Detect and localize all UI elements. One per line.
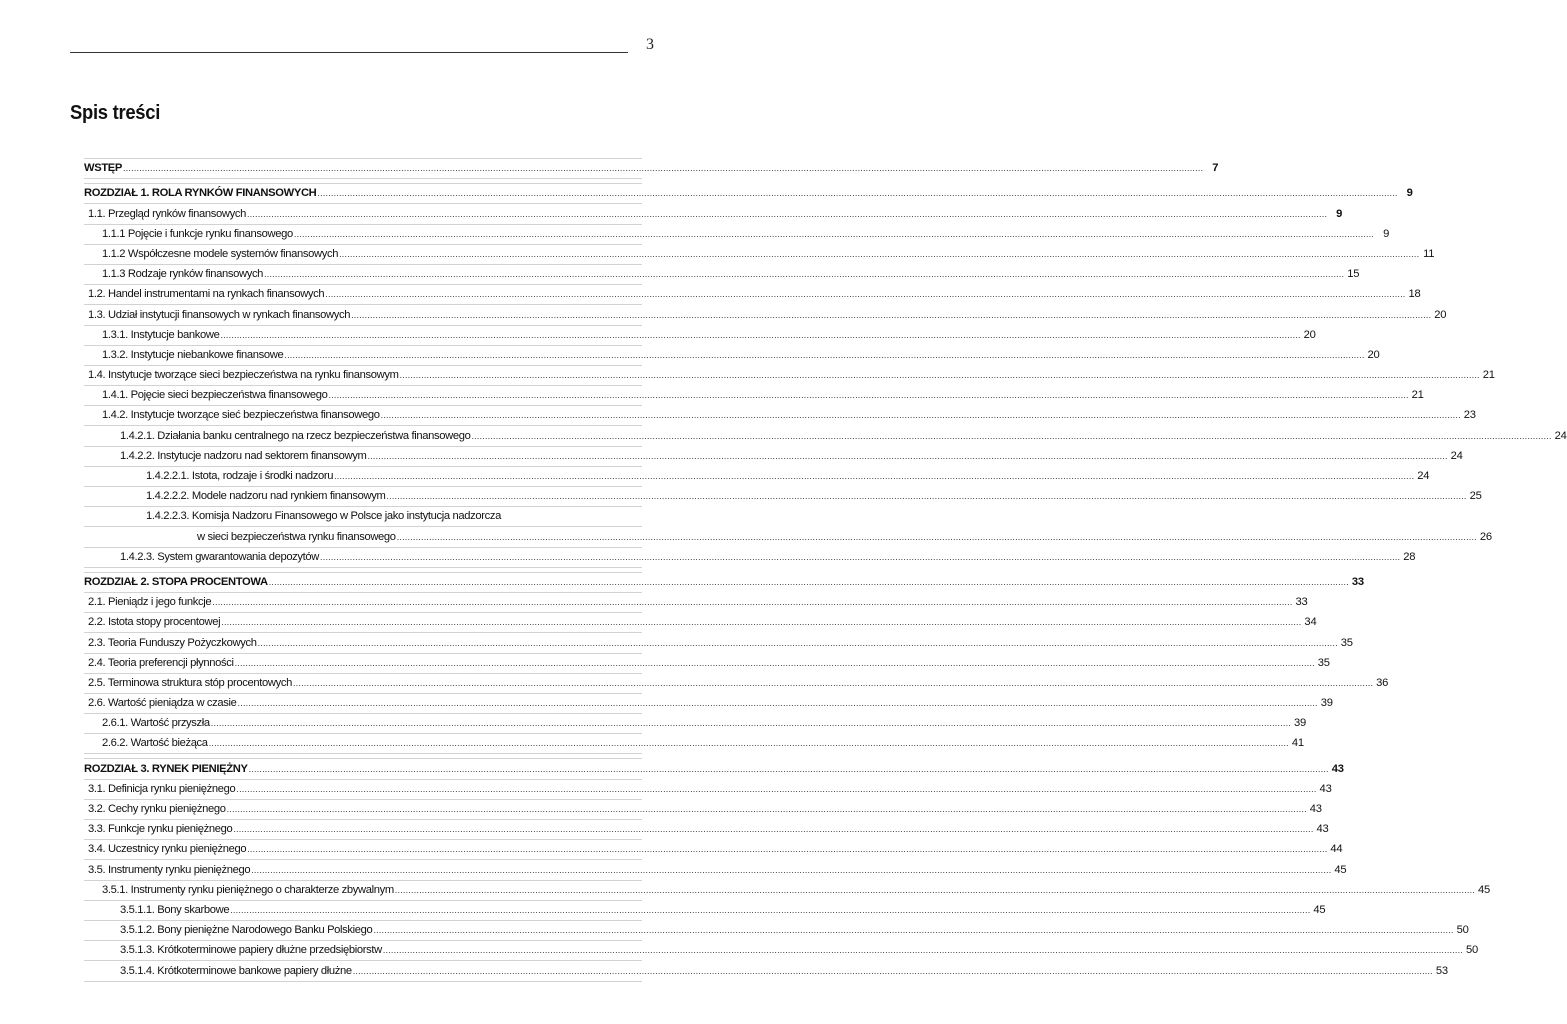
toc-entry — [88, 306, 1447, 325]
toc-entry-row[interactable] — [84, 961, 1448, 981]
toc-entry — [120, 921, 1469, 940]
toc-entry-row[interactable] — [84, 447, 1463, 467]
toc-entry-row[interactable] — [84, 265, 1360, 285]
toc-dot-leader: ................................................................................................................................................................................................................................................................................................................................................................................................................ — [352, 965, 1433, 976]
toc-entry-row[interactable] — [84, 204, 1343, 224]
toc-entry-title: 1.4.1. Pojęcie sieci bezpieczeństwa finansowego — [102, 389, 328, 402]
toc-entry — [102, 326, 1316, 345]
toc-entry-title: 2.6.1. Wartość przyszła — [102, 717, 210, 730]
toc-entry-title: 1.4.2.2. Instytucje nadzoru nad sektorem finansowym — [120, 449, 367, 462]
toc-dot-leader: ................................................................................................................................................................................................................................................................................................................................................................................................................ — [386, 491, 1467, 502]
toc-entry-title: ROZDZIAŁ 1. ROLA RYNKÓW FINANSOWYCH — [84, 187, 317, 200]
toc-dot-leader: ................................................................................................................................................................................................................................................................................................................................................................................................................ — [373, 925, 1454, 936]
toc-dot-leader: ................................................................................................................................................................................................................................................................................................................................................................................................................ — [208, 738, 1289, 749]
toc-page-number: 50 — [1456, 924, 1469, 937]
toc-dot-leader: ................................................................................................................................................................................................................................................................................................................................................................................................................ — [471, 430, 1552, 441]
toc-page-number: 53 — [1435, 964, 1448, 977]
toc-entry — [102, 386, 1424, 405]
toc-dot-leader: ................................................................................................................................................................................................................................................................................................................................................................................................................ — [293, 228, 1375, 239]
toc-dot-leader: ................................................................................................................................................................................................................................................................................................................................................................................................................ — [268, 576, 1349, 587]
toc-entry-row[interactable] — [84, 613, 1317, 633]
toc-page-number: 43 — [1316, 823, 1329, 836]
toc-page-number: 11 — [1423, 247, 1435, 260]
toc-entry-title: 3.5.1.1. Bony skarbowe — [120, 903, 230, 916]
toc-entry-row[interactable] — [84, 406, 1476, 426]
toc-page-number: 44 — [1330, 843, 1343, 856]
toc-dot-leader: ................................................................................................................................................................................................................................................................................................................................................................................................................ — [220, 329, 1301, 340]
toc-entry-title: 2.6.2. Wartość bieżąca — [102, 737, 208, 750]
toc-entry-row[interactable] — [84, 245, 1435, 265]
toc-page-number: 34 — [1304, 616, 1317, 629]
toc-entry-row[interactable] — [84, 860, 1347, 880]
toc-entry — [102, 734, 1304, 753]
toc-entry-title: 3.5.1. Instrumenty rynku pieniężnego o charakterze zbywalnym — [102, 883, 394, 896]
toc-dot-leader: ................................................................................................................................................................................................................................................................................................................................................................................................................ — [233, 824, 1314, 835]
toc-page-number: 35 — [1340, 636, 1353, 649]
toc-entry — [88, 820, 1329, 839]
toc-page-number: 43 — [1319, 782, 1332, 795]
toc-entry-row[interactable] — [84, 800, 1322, 820]
toc-entry-row[interactable] — [84, 346, 1380, 366]
toc-dot-leader: ................................................................................................................................................................................................................................................................................................................................................................................................................ — [247, 844, 1328, 855]
toc-page-number: 45 — [1334, 863, 1347, 876]
toc-entry-title: 3.2. Cechy rynku pieniężnego — [88, 803, 226, 815]
toc-page-number: 39 — [1320, 697, 1333, 710]
toc-entry — [120, 447, 1463, 466]
toc-chapter-row[interactable] — [84, 758, 1344, 779]
toc-entry — [88, 780, 1332, 799]
table-of-contents — [84, 158, 1567, 982]
toc-page-number: 20 — [1303, 328, 1316, 341]
toc-dot-leader: ................................................................................................................................................................................................................................................................................................................................................................................................................ — [210, 718, 1291, 729]
toc-entry-title: 1.3. Udział instytucji finansowych w rynkach finansowych — [88, 308, 351, 321]
toc-entry-row[interactable] — [84, 426, 1567, 446]
toc-page-number: 18 — [1408, 288, 1421, 301]
toc-entry-title: ROZDZIAŁ 2. STOPA PROCENTOWA — [84, 575, 268, 588]
toc-entry — [88, 654, 1330, 673]
toc-entry-row[interactable] — [84, 840, 1343, 860]
toc-entry — [102, 245, 1435, 264]
toc-page-number: 33 — [1295, 596, 1308, 609]
toc-dot-leader: ................................................................................................................................................................................................................................................................................................................................................................................................................ — [334, 471, 1415, 481]
toc-page-number: 28 — [1403, 550, 1416, 563]
toc-entry-title: 1.4.2.2.2. Modele nadzoru nad rynkiem finansowym — [146, 490, 386, 503]
toc-entry — [146, 487, 1482, 506]
toc-page-number: 41 — [1291, 737, 1304, 750]
toc-page-number: 43 — [1331, 762, 1344, 775]
toc-page-number: 9 — [1383, 227, 1390, 240]
toc-entry-title: 3.5.1.3. Krótkoterminowe papiery dłużne przedsiębiorstw — [120, 944, 382, 957]
toc-dot-leader: ................................................................................................................................................................................................................................................................................................................................................................................................................ — [284, 349, 1365, 360]
toc-entry-title: 1.2. Handel instrumentami na rynkach finansowych — [88, 288, 325, 301]
toc-page-number: 21 — [1482, 369, 1495, 382]
toc-page-number: 33 — [1351, 575, 1364, 588]
toc-entry — [120, 548, 1416, 567]
toc-entry — [120, 941, 1479, 960]
toc-page-number: 24 — [1554, 429, 1567, 442]
toc-entry-title: 3.1. Definicja rynku pieniężnego — [88, 782, 236, 795]
toc-dot-leader: ................................................................................................................................................................................................................................................................................................................................................................................................................ — [236, 783, 1317, 794]
toc-dot-leader: ................................................................................................................................................................................................................................................................................................................................................................................................................ — [251, 864, 1332, 875]
toc-entry-title: 2.6. Wartość pieniądza w czasie — [88, 697, 237, 710]
toc-dot-leader: ................................................................................................................................................................................................................................................................................................................................................................................................................ — [226, 804, 1307, 814]
page-number: 3 — [646, 36, 654, 53]
toc-dot-leader: ................................................................................................................................................................................................................................................................................................................................................................................................................ — [394, 884, 1475, 895]
toc-page-number: 9 — [1336, 207, 1343, 220]
toc-entry — [88, 694, 1333, 713]
toc-entry-row[interactable] — [84, 467, 1430, 487]
toc-dot-leader: ................................................................................................................................................................................................................................................................................................................................................................................................................ — [351, 309, 1432, 320]
toc-entry-title: 2.4. Teoria preferencji płynności — [88, 656, 234, 669]
toc-entry-row[interactable] — [84, 881, 1490, 901]
toc-entry-title: 3.4. Uczestnicy rynku pieniężnego — [88, 843, 247, 856]
toc-entry — [84, 159, 1219, 178]
toc-entry — [88, 593, 1308, 612]
toc-entry-row[interactable] — [84, 714, 1306, 734]
toc-entry — [120, 962, 1448, 981]
toc-page-number: 9 — [1406, 187, 1413, 200]
toc-page-number: 15 — [1347, 268, 1360, 281]
toc-page-number: 24 — [1417, 470, 1430, 482]
toc-dot-leader: ................................................................................................................................................................................................................................................................................................................................................................................................................ — [246, 208, 1328, 219]
toc-entry-title: 1.4.2.2.1. Istota, rodzaje i środki nadzoru — [146, 470, 334, 482]
toc-entry — [146, 467, 1430, 486]
toc-entry — [88, 674, 1389, 693]
toc-entry — [146, 507, 642, 526]
toc-entry — [102, 714, 1306, 733]
toc-entry-title: 1.1.3 Rodzaje rynków finansowych — [102, 268, 264, 281]
toc-page-number: 7 — [1212, 162, 1219, 175]
toc-entry-title: 3.3. Funkcje rynku pieniężnego — [88, 823, 233, 836]
toc-page-number: 43 — [1309, 803, 1322, 815]
page-title: Spis treści — [70, 102, 161, 124]
toc-entry — [84, 760, 1344, 779]
toc-entry-title: 1.3.2. Instytucje niebankowe finansowe — [102, 348, 284, 361]
toc-entry — [88, 366, 1495, 385]
toc-dot-leader: ................................................................................................................................................................................................................................................................................................................................................................................................................ — [248, 763, 1329, 774]
toc-chapter-row[interactable] — [84, 158, 1219, 179]
toc-dot-leader: ................................................................................................................................................................................................................................................................................................................................................................................................................ — [382, 945, 1464, 956]
toc-entry-row[interactable] — [84, 326, 1316, 346]
toc-entry-row[interactable] — [84, 527, 1492, 547]
toc-entry-row[interactable] — [84, 654, 1330, 674]
toc-entry — [88, 800, 1322, 819]
toc-entry-row[interactable] — [84, 305, 1447, 325]
toc-page-number: 39 — [1293, 717, 1306, 730]
toc-entry-title: 3.5.1.4. Krótkoterminowe bankowe papiery dłużne — [120, 964, 352, 977]
toc-entry-title: 1.1.2 Współczesne modele systemów finansowych — [102, 247, 339, 260]
toc-entry — [88, 861, 1347, 880]
toc-page-number: 45 — [1477, 883, 1490, 896]
toc-entry-title: 1.4.2.3. System gwarantowania depozytów — [120, 550, 320, 563]
toc-entry-title: 1.3.1. Instytucje bankowe — [102, 328, 220, 341]
toc-dot-leader: ................................................................................................................................................................................................................................................................................................................................................................................................................ — [221, 617, 1302, 628]
toc-entry-row[interactable] — [84, 548, 1416, 568]
toc-entry — [88, 285, 1421, 304]
toc-entry-row[interactable] — [84, 780, 1332, 800]
toc-entry-title: 2.3. Teoria Funduszy Pożyczkowych — [88, 636, 257, 649]
toc-dot-leader: ................................................................................................................................................................................................................................................................................................................................................................................................................ — [230, 904, 1311, 915]
toc-dot-leader: ................................................................................................................................................................................................................................................................................................................................................................................................................ — [380, 410, 1461, 421]
toc-entry-row[interactable] — [84, 593, 1308, 613]
toc-page-number: 45 — [1313, 903, 1326, 916]
toc-entry-title: WSTĘP — [84, 162, 123, 175]
toc-entry — [84, 184, 1413, 203]
toc-entry-row[interactable] — [84, 487, 1482, 507]
toc-entry — [102, 265, 1360, 284]
toc-entry-row[interactable] — [84, 820, 1329, 840]
toc-entry-title: 1.4.2.1. Działania banku centralnego na rzecz bezpieczeństwa finansowego — [120, 429, 471, 442]
toc-entry-title: 2.2. Istota stopy procentowej — [88, 616, 221, 629]
toc-dot-leader: ................................................................................................................................................................................................................................................................................................................................................................................................................ — [237, 698, 1318, 709]
toc-dot-leader: ................................................................................................................................................................................................................................................................................................................................................................................................................ — [292, 677, 1374, 688]
toc-entry — [102, 225, 1390, 244]
toc-entry-title: 1.4.2.2.3. Komisja Nadzoru Finansowego w Polsce jako instytucja nadzorcza — [146, 510, 502, 523]
toc-page-number: 24 — [1450, 449, 1463, 462]
toc-entry-title: 1.4. Instytucje tworzące sieci bezpieczeństwa na rynku finansowym — [88, 369, 399, 382]
toc-entry-title: 2.1. Pieniądz i jego funkcje — [88, 596, 212, 609]
toc-dot-leader: ................................................................................................................................................................................................................................................................................................................................................................................................................ — [123, 163, 1204, 174]
toc-entry-title: 3.5. Instrumenty rynku pieniężnego — [88, 863, 251, 876]
toc-entry — [102, 881, 1490, 900]
toc-dot-leader: ................................................................................................................................................................................................................................................................................................................................................................................................................ — [399, 370, 1480, 381]
toc-entry — [88, 613, 1317, 632]
toc-entry — [120, 901, 1326, 920]
toc-dot-leader: ................................................................................................................................................................................................................................................................................................................................................................................................................ — [234, 657, 1315, 668]
toc-dot-leader: ................................................................................................................................................................................................................................................................................................................................................................................................................ — [264, 269, 1345, 280]
toc-dot-leader: ................................................................................................................................................................................................................................................................................................................................................................................................................ — [328, 390, 1409, 401]
toc-chapter-row[interactable] — [84, 183, 1413, 204]
toc-entry-row[interactable] — [84, 901, 1326, 921]
toc-entry — [197, 528, 1492, 547]
toc-entry-row[interactable] — [84, 921, 1469, 941]
toc-page-number: 20 — [1367, 348, 1380, 361]
toc-chapter-row[interactable] — [84, 572, 1364, 593]
toc-entry — [88, 634, 1353, 653]
toc-entry-row[interactable] — [84, 225, 1390, 245]
toc-page-number: 50 — [1465, 944, 1479, 957]
toc-page-number: 35 — [1317, 656, 1330, 669]
toc-page-number: 36 — [1376, 676, 1389, 689]
toc-entry-title: 1.1.1 Pojęcie i funkcje rynku finansowego — [102, 227, 293, 240]
toc-dot-leader: ................................................................................................................................................................................................................................................................................................................................................................................................................ — [317, 188, 1398, 199]
toc-entry — [88, 205, 1343, 224]
toc-dot-leader: ................................................................................................................................................................................................................................................................................................................................................................................................................ — [257, 637, 1338, 648]
toc-entry-row[interactable] — [84, 633, 1353, 653]
toc-entry-title: w sieci bezpieczeństwa rynku finansowego — [197, 530, 396, 543]
toc-entry-row[interactable] — [84, 285, 1421, 305]
toc-page-number: 20 — [1434, 308, 1447, 321]
toc-dot-leader: ................................................................................................................................................................................................................................................................................................................................................................................................................ — [339, 248, 1420, 259]
toc-entry — [102, 346, 1380, 365]
toc-dot-leader: ................................................................................................................................................................................................................................................................................................................................................................................................................ — [212, 597, 1293, 608]
toc-entry-row[interactable] — [84, 366, 1495, 386]
toc-entry-row[interactable] — [84, 694, 1333, 714]
toc-entry-title: 3.5.1.2. Bony pieniężne Narodowego Banku Polskiego — [120, 924, 373, 937]
toc-entry-title: 1.1. Przegląd rynków finansowych — [88, 207, 246, 220]
toc-page-number: 25 — [1469, 490, 1482, 503]
toc-dot-leader: ................................................................................................................................................................................................................................................................................................................................................................................................................ — [320, 551, 1401, 562]
toc-entry — [84, 573, 1364, 592]
toc-page-number: 23 — [1463, 409, 1476, 422]
toc-entry-title: ROZDZIAŁ 3. RYNEK PIENIĘŻNY — [84, 762, 248, 775]
toc-entry-title: 2.5. Terminowa struktura stóp procentowych — [88, 676, 292, 689]
toc-entry-title: 1.4.2. Instytucje tworzące sieć bezpieczeństwa finansowego — [102, 409, 380, 422]
toc-entry — [88, 840, 1343, 859]
header-rule — [70, 52, 628, 53]
toc-entry-row[interactable] — [84, 734, 1304, 754]
toc-entry — [120, 427, 1567, 446]
toc-dot-leader: ................................................................................................................................................................................................................................................................................................................................................................................................................ — [396, 531, 1477, 542]
toc-page-number: 21 — [1411, 389, 1424, 402]
toc-page-number: 26 — [1479, 530, 1492, 543]
toc-dot-leader: ................................................................................................................................................................................................................................................................................................................................................................................................................ — [367, 450, 1448, 461]
toc-entry-row[interactable] — [84, 507, 642, 527]
toc-dot-leader: ................................................................................................................................................................................................................................................................................................................................................................................................................ — [325, 289, 1406, 300]
toc-entry-row[interactable] — [84, 674, 1389, 694]
toc-entry — [102, 406, 1476, 425]
toc-entry-row[interactable] — [84, 386, 1424, 406]
toc-entry-row[interactable] — [84, 941, 1479, 961]
